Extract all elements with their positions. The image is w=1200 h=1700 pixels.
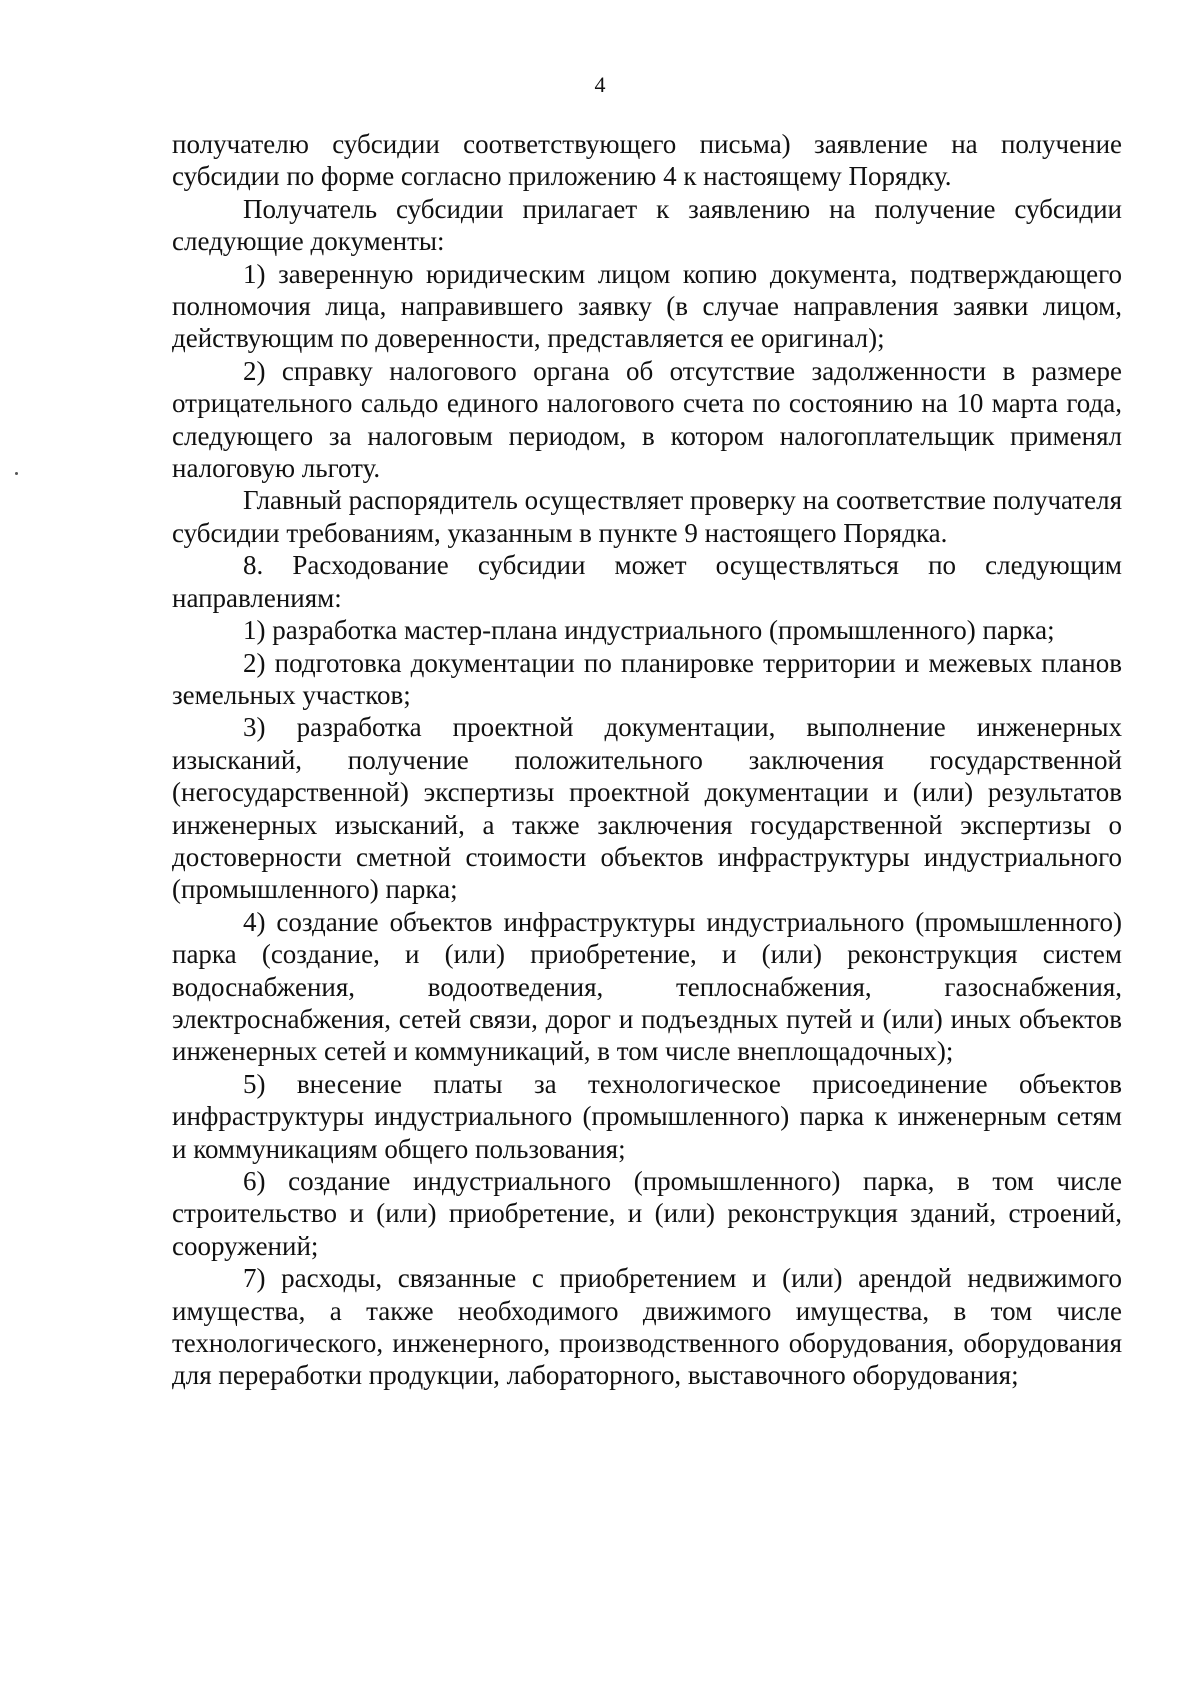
- paragraph: 1) заверенную юридическим лицом копию документа, подтверждающего полномочия лица, направившего заявку (в случае направления заявки лицом, действующим по доверенности, представляется ее оригинал);: [172, 258, 1122, 354]
- paragraph: получателю субсидии соответствующего письма) заявление на получение субсидии по форме согласно приложению 4 к настоящему Порядку.: [172, 129, 1122, 192]
- paragraph: 4) создание объектов инфраструктуры индустриального (промышленного) парка (создание, и (или) приобретение, и (или) реконструкция систем водоснабжения, водоотведения, теплоснабжения, газоснабжения, электроснабжения, сетей связи, дорог и подъездных путей и (или) иных объектов инженерных сетей и коммуникаций, в том числе внеплощадочных);: [172, 906, 1122, 1067]
- paragraph: 1) разработка мастер-плана индустриального (промышленного) парка;: [243, 615, 1055, 646]
- paragraph: 8. Расходование субсидии может осуществляться по следующим направлениям:: [172, 550, 1122, 613]
- scan-speck: [15, 472, 18, 475]
- paragraph: 2) справку налогового органа об отсутствие задолженности в размере отрицательного сальдо единого налогового счета по состоянию на 10 марта года, следующего за налоговым периодом, в котором налогоплательщик применял налоговую льготу.: [172, 355, 1122, 484]
- paragraph: 2) подготовка документации по планировке территории и межевых планов земельных участков;: [172, 647, 1122, 710]
- paragraph: 5) внесение платы за технологическое присоединение объектов инфраструктуры индустриального (промышленного) парка к инженерным сетям и коммуникациям общего пользования;: [172, 1068, 1122, 1164]
- document-body: [172, 128, 1122, 1392]
- paragraph: 7) расходы, связанные с приобретением и (или) арендой недвижимого имущества, а также необходимого движимого имущества, в том числе технологического, инженерного, производственного оборудования, оборудования для переработки продукции, лабораторного, выставочного оборудования;: [172, 1263, 1122, 1391]
- paragraph: Главный распорядитель осуществляет проверку на соответствие получателя субсидии требованиям, указанным в пункте 9 настоящего Порядка.: [172, 485, 1122, 548]
- paragraph: 3) разработка проектной документации, выполнение инженерных изысканий, получение положительного заключения государственной (негосударственной) экспертизы проектной документации и (или) результатов инженерных изысканий, а также заключения государственной экспертизы о достоверности сметной стоимости объектов инфраструктуры индустриального (промышленного) парка;: [172, 712, 1122, 905]
- paragraph: 6) создание индустриального (промышленного) парка, в том числе строительство и (или) приобретение, и (или) реконструкция зданий, строений, сооружений;: [172, 1166, 1122, 1261]
- paragraph: Получатель субсидии прилагает к заявлению на получение субсидии следующие документы:: [172, 193, 1122, 257]
- page-number: 4: [594, 72, 606, 97]
